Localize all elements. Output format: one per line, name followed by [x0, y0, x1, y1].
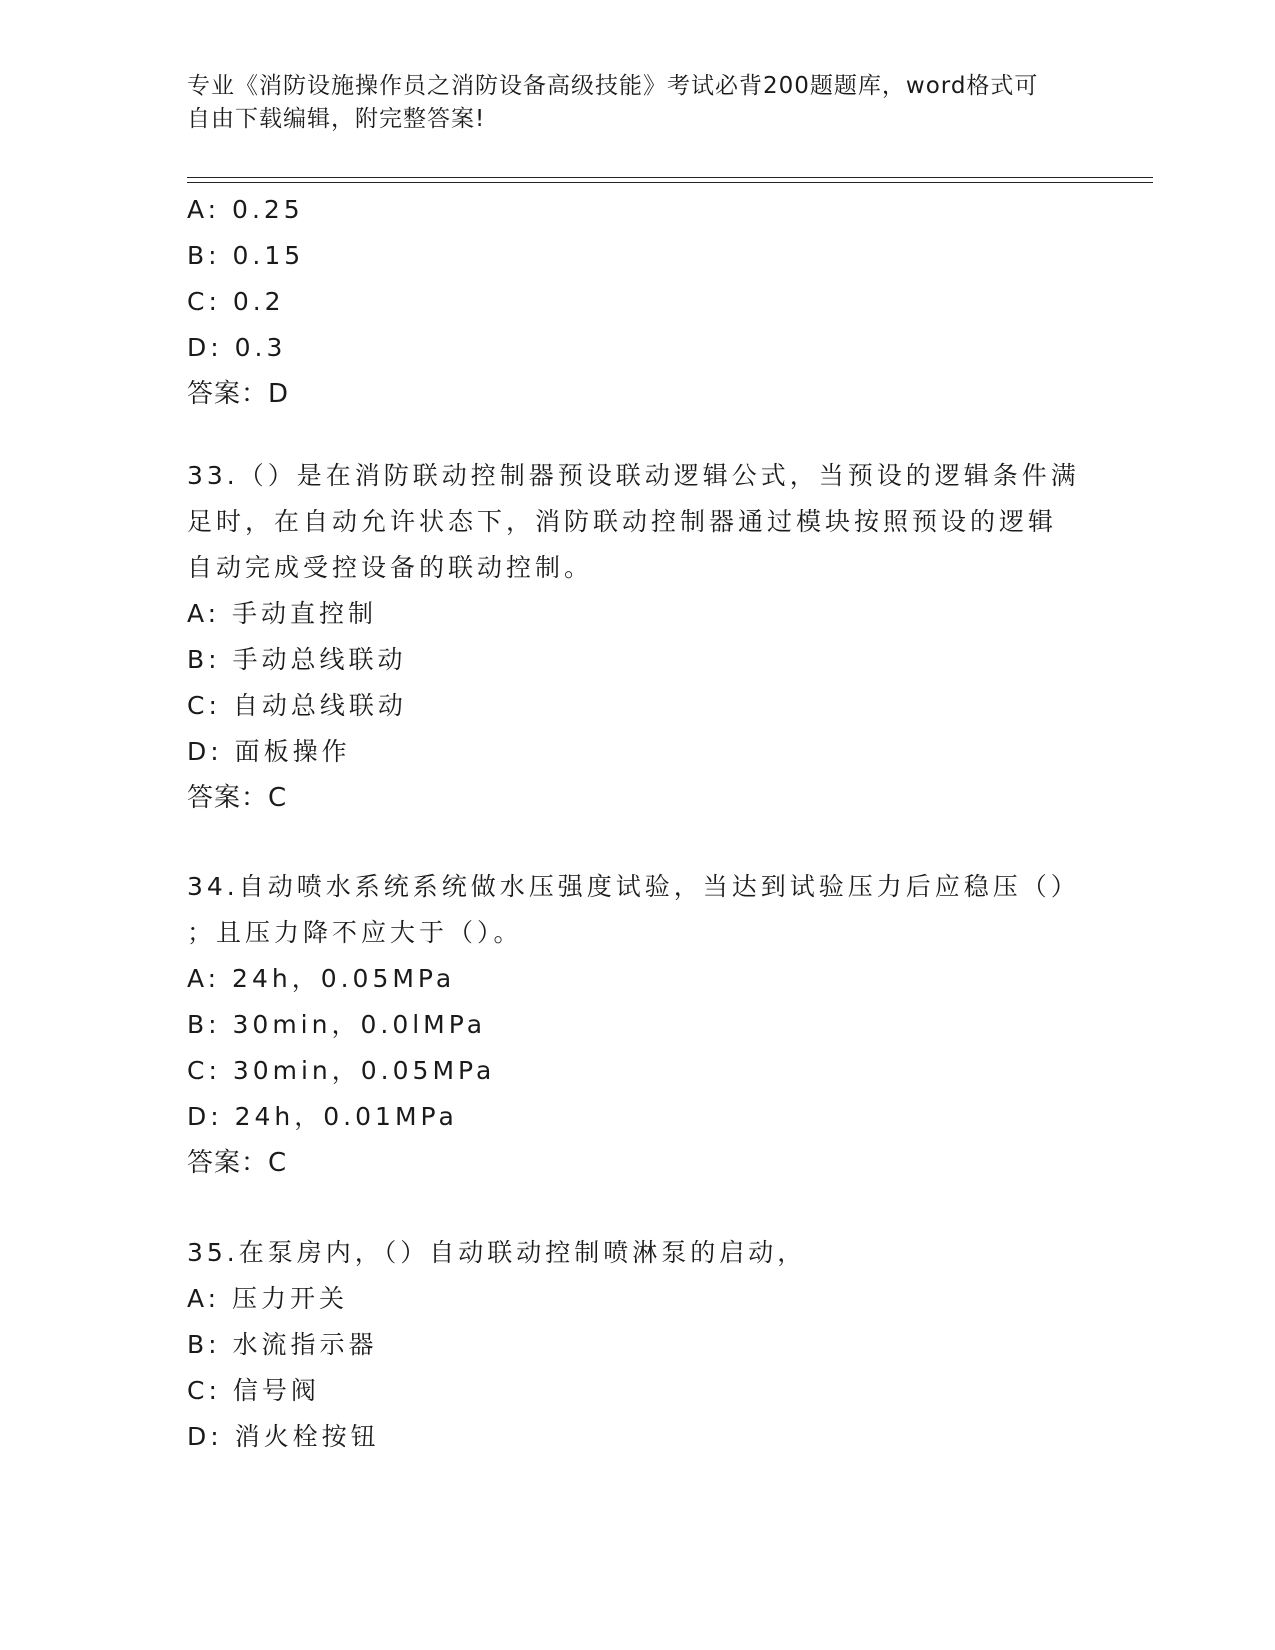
option-a: A: 24h，0.05MPa	[187, 964, 456, 993]
question-text-line: 33.（）是在消防联动控制器预设联动逻辑公式，当预设的逻辑条件满	[187, 461, 1080, 490]
option-a: A: 0.25	[187, 195, 304, 224]
option-a: A: 压力开关	[187, 1284, 349, 1313]
option-b: B: 30min，0.0lMPa	[187, 1010, 487, 1039]
option-c: C: 0.2	[187, 287, 285, 316]
question-32	[187, 187, 1087, 417]
option-a: A: 手动直控制	[187, 599, 378, 628]
header-line-1: 专业《消防设施操作员之消防设备高级技能》考试必背200题题库，word格式可	[187, 73, 1039, 99]
answer: 答案：C	[187, 783, 288, 813]
option-b: B: 0.15	[187, 241, 305, 270]
header-rule-bottom	[187, 182, 1153, 183]
answer: 答案：D	[187, 379, 290, 409]
option-d: D: 0.3	[187, 333, 287, 362]
question-text-line: 35.在泵房内，（）自动联动控制喷淋泵的启动，	[187, 1238, 807, 1267]
document-header	[187, 70, 1087, 136]
question-34	[187, 864, 1087, 1186]
question-text-line: ；且压力降不应大于（）。	[187, 918, 523, 947]
answer: 答案：C	[187, 1148, 288, 1178]
option-c: C: 信号阀	[187, 1376, 320, 1405]
question-35	[187, 1230, 1087, 1460]
question-text-line: 足时，在自动允许状态下，消防联动控制器通过模块按照预设的逻辑	[187, 507, 1058, 536]
option-d: D: 消火栓按钮	[187, 1422, 380, 1451]
option-c: C: 自动总线联动	[187, 691, 407, 720]
question-text-line: 自动完成受控设备的联动控制。	[187, 553, 594, 582]
question-33	[187, 453, 1087, 821]
option-b: B: 水流指示器	[187, 1330, 378, 1359]
option-d: D: 面板操作	[187, 737, 351, 766]
header-rule-top	[187, 177, 1153, 178]
header-line-2: 自由下载编辑，附完整答案!	[187, 106, 486, 132]
option-b: B: 手动总线联动	[187, 645, 407, 674]
option-c: C: 30min，0.05MPa	[187, 1056, 496, 1085]
option-d: D: 24h，0.01MPa	[187, 1102, 458, 1131]
question-text-line: 34.自动喷水系统系统做水压强度试验，当达到试验压力后应稳压（）	[187, 872, 1080, 901]
